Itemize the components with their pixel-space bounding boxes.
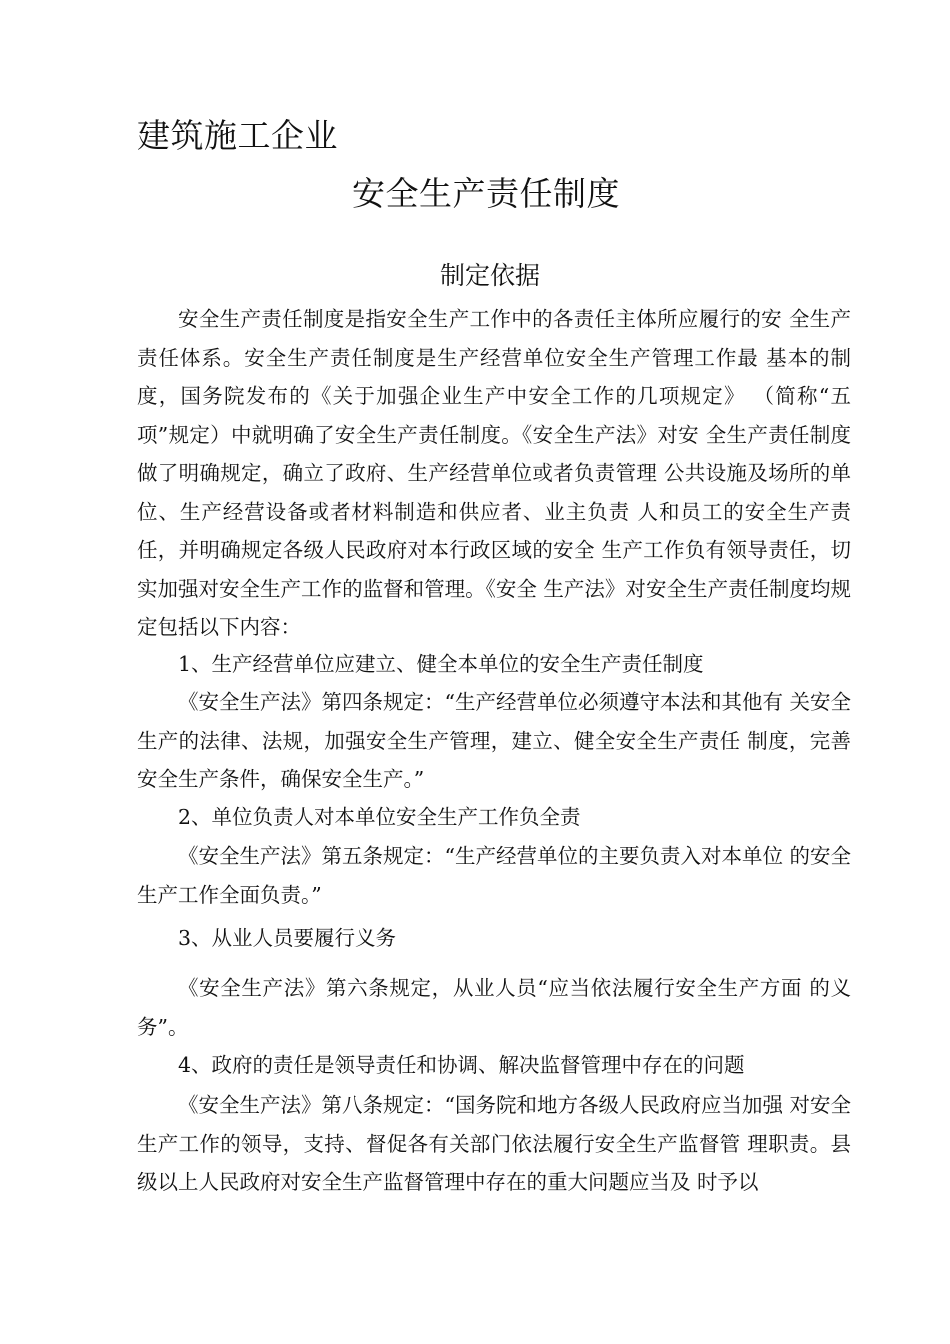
- item-heading-2: 2、单位负责人对本单位安全生产工作负全责: [178, 805, 581, 829]
- item-text-4: 《安全生产法》第八条规定：“国务院和地方各级人民政府应当加强 对安全生产工作的领导，支持、督促各有关部门依法履行安全生产监督管 理职责。县级以上人民政府对安全生产监督管理中存在的重大问题应当及 时予以: [137, 1093, 851, 1194]
- item-text-2: 《安全生产法》第五条规定：“生产经营单位的主要负责入对本单位 的安全生产工作全面负责。”: [137, 844, 851, 907]
- item-text-3: 《安全生产法》第六条规定，从业人员“应当依法履行安全生产方面 的义务”。: [137, 976, 851, 1039]
- intro-paragraph: 安全生产责任制度是指安全生产工作中的各责任主体所应履行的安 全生产责任体系。安全生产责任制度是生产经营单位安全生产管理工作最 基本的制度，国务院发布的《关于加强企业生产中安全工作的几项规定》 （简称“五项”规定）中就明确了安全生产责任制度。《安全生产法》对安 全生产责任制度做了明确规定，确立了政府、生产经营单位或者负责管理 公共设施及场所的单位、生产经营设备或者材料制造和供应者、业主负责 人和员工的安全生产责任，并明确规定各级人民政府对本行政区域的安全 生产工作负有领导责任，切实加强对安全生产工作的监督和管理。《安全 生产法》对安全生产责任制度均规定包括以下内容：: [137, 307, 851, 639]
- document-subtitle: 安全生产责任制度: [352, 174, 620, 213]
- item-text-1: 《安全生产法》第四条规定：“生产经营单位必须遵守本法和其他有 关安全生产的法律、法规，加强安全生产管理，建立、健全安全生产责任 制度，完善安全生产条件，确保安全生产。”: [137, 690, 851, 791]
- item-heading-4: 4、政府的责任是领导责任和协调、解决监督管理中存在的问题: [178, 1053, 745, 1077]
- section-title: 制定依据: [440, 261, 541, 290]
- item-heading-1: 1、生产经营单位应建立、健全本单位的安全生产责任制度: [178, 652, 704, 676]
- document-title: 建筑施工企业: [137, 116, 338, 155]
- item-heading-3: 3、从业人员要履行义务: [178, 926, 397, 950]
